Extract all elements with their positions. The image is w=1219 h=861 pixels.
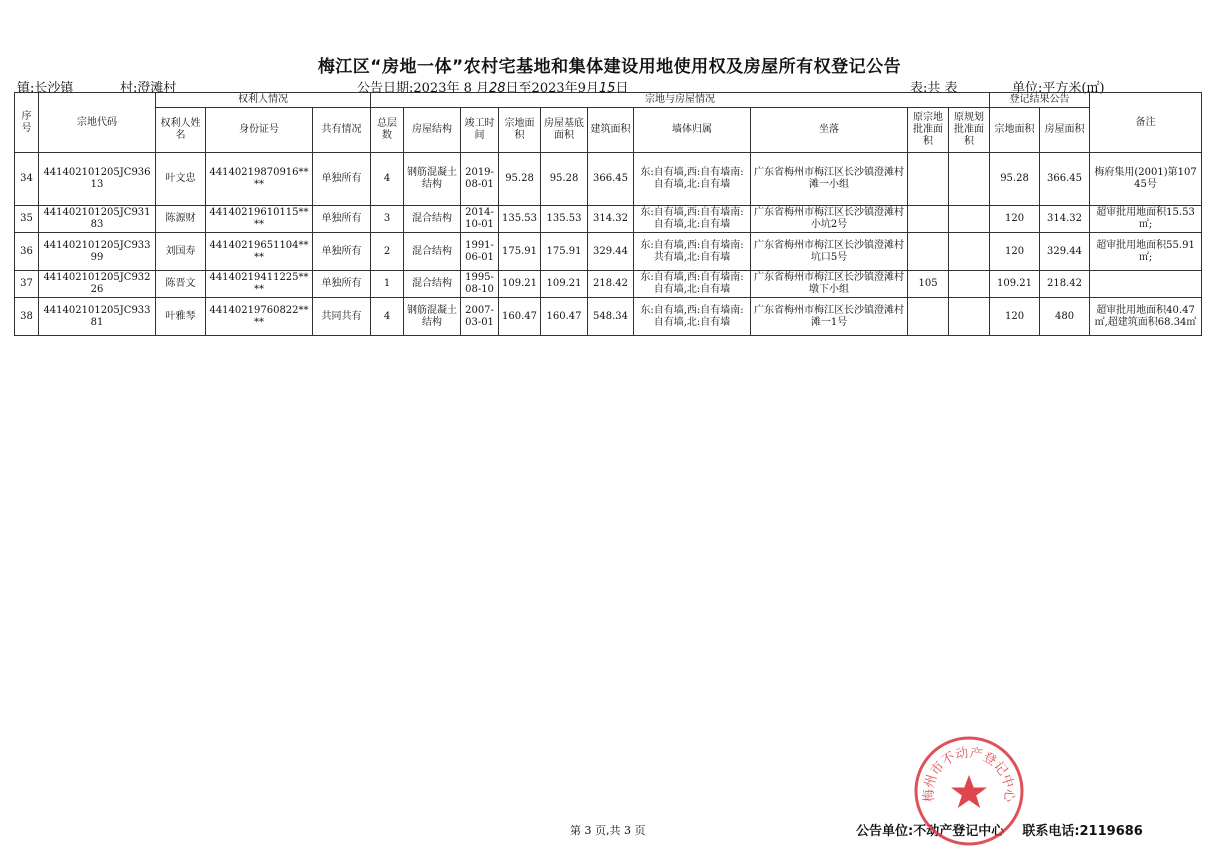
cell-result-land-area: 120	[990, 233, 1040, 271]
cell-result-land-area: 95.28	[990, 153, 1040, 206]
cell-remarks: 梅府集用(2001)第10745号	[1090, 153, 1202, 206]
cell-parcel-code: 441402101205JC93399	[39, 233, 156, 271]
cell-co-ownership: 单独所有	[313, 271, 371, 298]
cell-co-ownership: 共同共有	[313, 298, 371, 336]
cell-result-land-area: 120	[990, 298, 1040, 336]
cell-building-area: 366.45	[588, 153, 634, 206]
cell-remarks: 超审批用地面积40.47㎡,超建筑面积68.34㎡	[1090, 298, 1202, 336]
cell-co-ownership: 单独所有	[313, 233, 371, 271]
cell-structure: 混合结构	[404, 233, 461, 271]
cell-location: 广东省梅州市梅江区长沙镇澄滩村滩一1号	[751, 298, 908, 336]
cell-result-house-area: 218.42	[1040, 271, 1090, 298]
cell-orig-plan-area	[949, 206, 990, 233]
cell-parcel-code: 441402101205JC93613	[39, 153, 156, 206]
cell-base-area: 175.91	[541, 233, 588, 271]
seal-text: 梅州市不动产登记中心	[921, 745, 1017, 803]
cell-structure: 钢筋混凝土结构	[404, 153, 461, 206]
cell-result-house-area: 314.32	[1040, 206, 1090, 233]
cell-remarks: 超审批用地面积15.53㎡;	[1090, 206, 1202, 233]
cell-location: 广东省梅州市梅江区长沙镇澄滩村坑口5号	[751, 233, 908, 271]
header-floors: 总层数	[371, 108, 404, 153]
sheet-count: 表:共 表	[910, 81, 958, 96]
cell-land-area: 135.53	[499, 206, 541, 233]
town-value: 长沙镇	[34, 81, 74, 96]
cell-completed: 1991-06-01	[461, 233, 499, 271]
cell-base-area: 160.47	[541, 298, 588, 336]
header-land-area: 宗地面积	[499, 108, 541, 153]
cell-parcel-code: 441402101205JC93381	[39, 298, 156, 336]
header-location: 坐落	[751, 108, 908, 153]
cell-floors: 3	[371, 206, 404, 233]
cell-floors: 4	[371, 153, 404, 206]
cell-seq: 36	[15, 233, 39, 271]
cell-orig-plan-area	[949, 298, 990, 336]
village-value: 澄滩村	[137, 81, 177, 96]
cell-owner-name: 叶雅琴	[156, 298, 206, 336]
cell-co-ownership: 单独所有	[313, 153, 371, 206]
cell-orig-plan-area	[949, 153, 990, 206]
phone-label: 联系电话:2119686	[1022, 824, 1143, 839]
cell-id-number: 44140219651104****	[206, 233, 313, 271]
cell-owner-name: 叶文忠	[156, 153, 206, 206]
cell-co-ownership: 单独所有	[313, 206, 371, 233]
cell-orig-plan-area	[949, 233, 990, 271]
cell-land-area: 95.28	[499, 153, 541, 206]
cell-location: 广东省梅州市梅江区长沙镇澄滩村墩下小组	[751, 271, 908, 298]
cell-orig-land-area: 105	[908, 271, 949, 298]
cell-wall: 东:自有墙,西:自有墙南:自有墙,北:自有墙	[634, 271, 751, 298]
cell-remarks: 超审批用地面积55.91㎡;	[1090, 233, 1202, 271]
cell-orig-land-area	[908, 233, 949, 271]
cell-owner-name: 陈源财	[156, 206, 206, 233]
notice-title: 梅江区“房地一体”农村宅基地和集体建设用地使用权及房屋所有权登记公告	[317, 57, 902, 77]
cell-completed: 2007-03-01	[461, 298, 499, 336]
header-co-ownership: 共有情况	[313, 108, 371, 153]
group-header-result: 登记结果公告	[990, 93, 1090, 108]
cell-owner-name: 陈晋文	[156, 271, 206, 298]
cell-result-house-area: 366.45	[1040, 153, 1090, 206]
page-number: 第 3 页,共 3 页	[570, 824, 646, 837]
cell-floors: 1	[371, 271, 404, 298]
town-label: 镇:	[17, 81, 35, 96]
unit-label: 单位:平方米(㎡)	[1012, 81, 1105, 96]
village-label: 村:	[120, 81, 138, 96]
cell-base-area: 135.53	[541, 206, 588, 233]
cell-id-number: 44140219870916****	[206, 153, 313, 206]
header-result-house-area: 房屋面积	[1040, 108, 1090, 153]
header-result-land-area: 宗地面积	[990, 108, 1040, 153]
cell-orig-plan-area	[949, 271, 990, 298]
cell-base-area: 109.21	[541, 271, 588, 298]
cell-building-area: 329.44	[588, 233, 634, 271]
cell-seq: 37	[15, 271, 39, 298]
cell-result-land-area: 109.21	[990, 271, 1040, 298]
publisher-label: 公告单位:不动产登记中心	[856, 824, 1005, 839]
cell-result-house-area: 329.44	[1040, 233, 1090, 271]
cell-result-house-area: 480	[1040, 298, 1090, 336]
cell-completed: 2019-08-01	[461, 153, 499, 206]
cell-orig-land-area	[908, 153, 949, 206]
header-orig-plan-area: 原规划批准面积	[949, 108, 990, 153]
cell-parcel-code: 441402101205JC93183	[39, 206, 156, 233]
cell-building-area: 548.34	[588, 298, 634, 336]
date-suffix: 日	[615, 81, 629, 96]
cell-result-land-area: 120	[990, 206, 1040, 233]
cell-id-number: 44140219760822****	[206, 298, 313, 336]
date-day-start: 28	[489, 81, 506, 96]
group-header-owner: 权利人情况	[156, 93, 371, 108]
cell-structure: 混合结构	[404, 206, 461, 233]
table-row	[15, 153, 1202, 206]
cell-building-area: 314.32	[588, 206, 634, 233]
official-seal	[913, 735, 1025, 847]
cell-land-area: 175.91	[499, 233, 541, 271]
header-id-number: 身份证号	[206, 108, 313, 153]
cell-completed: 2014-10-01	[461, 206, 499, 233]
header-parcel-code: 宗地代码	[39, 93, 156, 153]
header-structure: 房屋结构	[404, 108, 461, 153]
cell-land-area: 109.21	[499, 271, 541, 298]
cell-orig-land-area	[908, 298, 949, 336]
cell-remarks	[1090, 271, 1202, 298]
table-row	[15, 271, 1202, 298]
cell-structure: 混合结构	[404, 271, 461, 298]
cell-orig-land-area	[908, 206, 949, 233]
header-completed: 竣工时间	[461, 108, 499, 153]
registration-table	[14, 92, 1202, 336]
cell-owner-name: 刘国寿	[156, 233, 206, 271]
cell-id-number: 44140219610115****	[206, 206, 313, 233]
table-row	[15, 206, 1202, 233]
cell-floors: 2	[371, 233, 404, 271]
date-prefix: 公告日期:2023年 8 月	[357, 81, 489, 96]
table-row	[15, 298, 1202, 336]
header-owner-name: 权利人姓名	[156, 108, 206, 153]
date-mid: 日至2023年9月	[505, 81, 599, 96]
header-wall: 墙体归属	[634, 108, 751, 153]
group-header-land-house: 宗地与房屋情况	[371, 93, 990, 108]
header-orig-land-area: 原宗地批准面积	[908, 108, 949, 153]
seal-star-icon	[951, 775, 987, 808]
cell-base-area: 95.28	[541, 153, 588, 206]
cell-wall: 东:自有墙,西:自有墙南:自有墙,北:自有墙	[634, 153, 751, 206]
cell-wall: 东:自有墙,西:自有墙南:自有墙,北:自有墙	[634, 298, 751, 336]
cell-completed: 1995-08-10	[461, 271, 499, 298]
cell-location: 广东省梅州市梅江区长沙镇澄滩村小坑2号	[751, 206, 908, 233]
header-base-area: 房屋基底面积	[541, 108, 588, 153]
date-day-end: 15	[598, 81, 616, 96]
cell-floors: 4	[371, 298, 404, 336]
cell-structure: 钢筋混凝土结构	[404, 298, 461, 336]
header-remarks: 备注	[1090, 93, 1202, 153]
cell-seq: 38	[15, 298, 39, 336]
cell-seq: 34	[15, 153, 39, 206]
cell-location: 广东省梅州市梅江区长沙镇澄滩村滩一小组	[751, 153, 908, 206]
cell-wall: 东:自有墙,西:自有墙南:自有墙,北:自有墙	[634, 206, 751, 233]
cell-land-area: 160.47	[499, 298, 541, 336]
cell-parcel-code: 441402101205JC93226	[39, 271, 156, 298]
table-row	[15, 233, 1202, 271]
cell-wall: 东:自有墙,西:自有墙南:共有墙,北:自有墙	[634, 233, 751, 271]
cell-id-number: 44140219411225****	[206, 271, 313, 298]
header-seq: 序号	[15, 93, 39, 153]
cell-building-area: 218.42	[588, 271, 634, 298]
header-building-area: 建筑面积	[588, 108, 634, 153]
cell-seq: 35	[15, 206, 39, 233]
